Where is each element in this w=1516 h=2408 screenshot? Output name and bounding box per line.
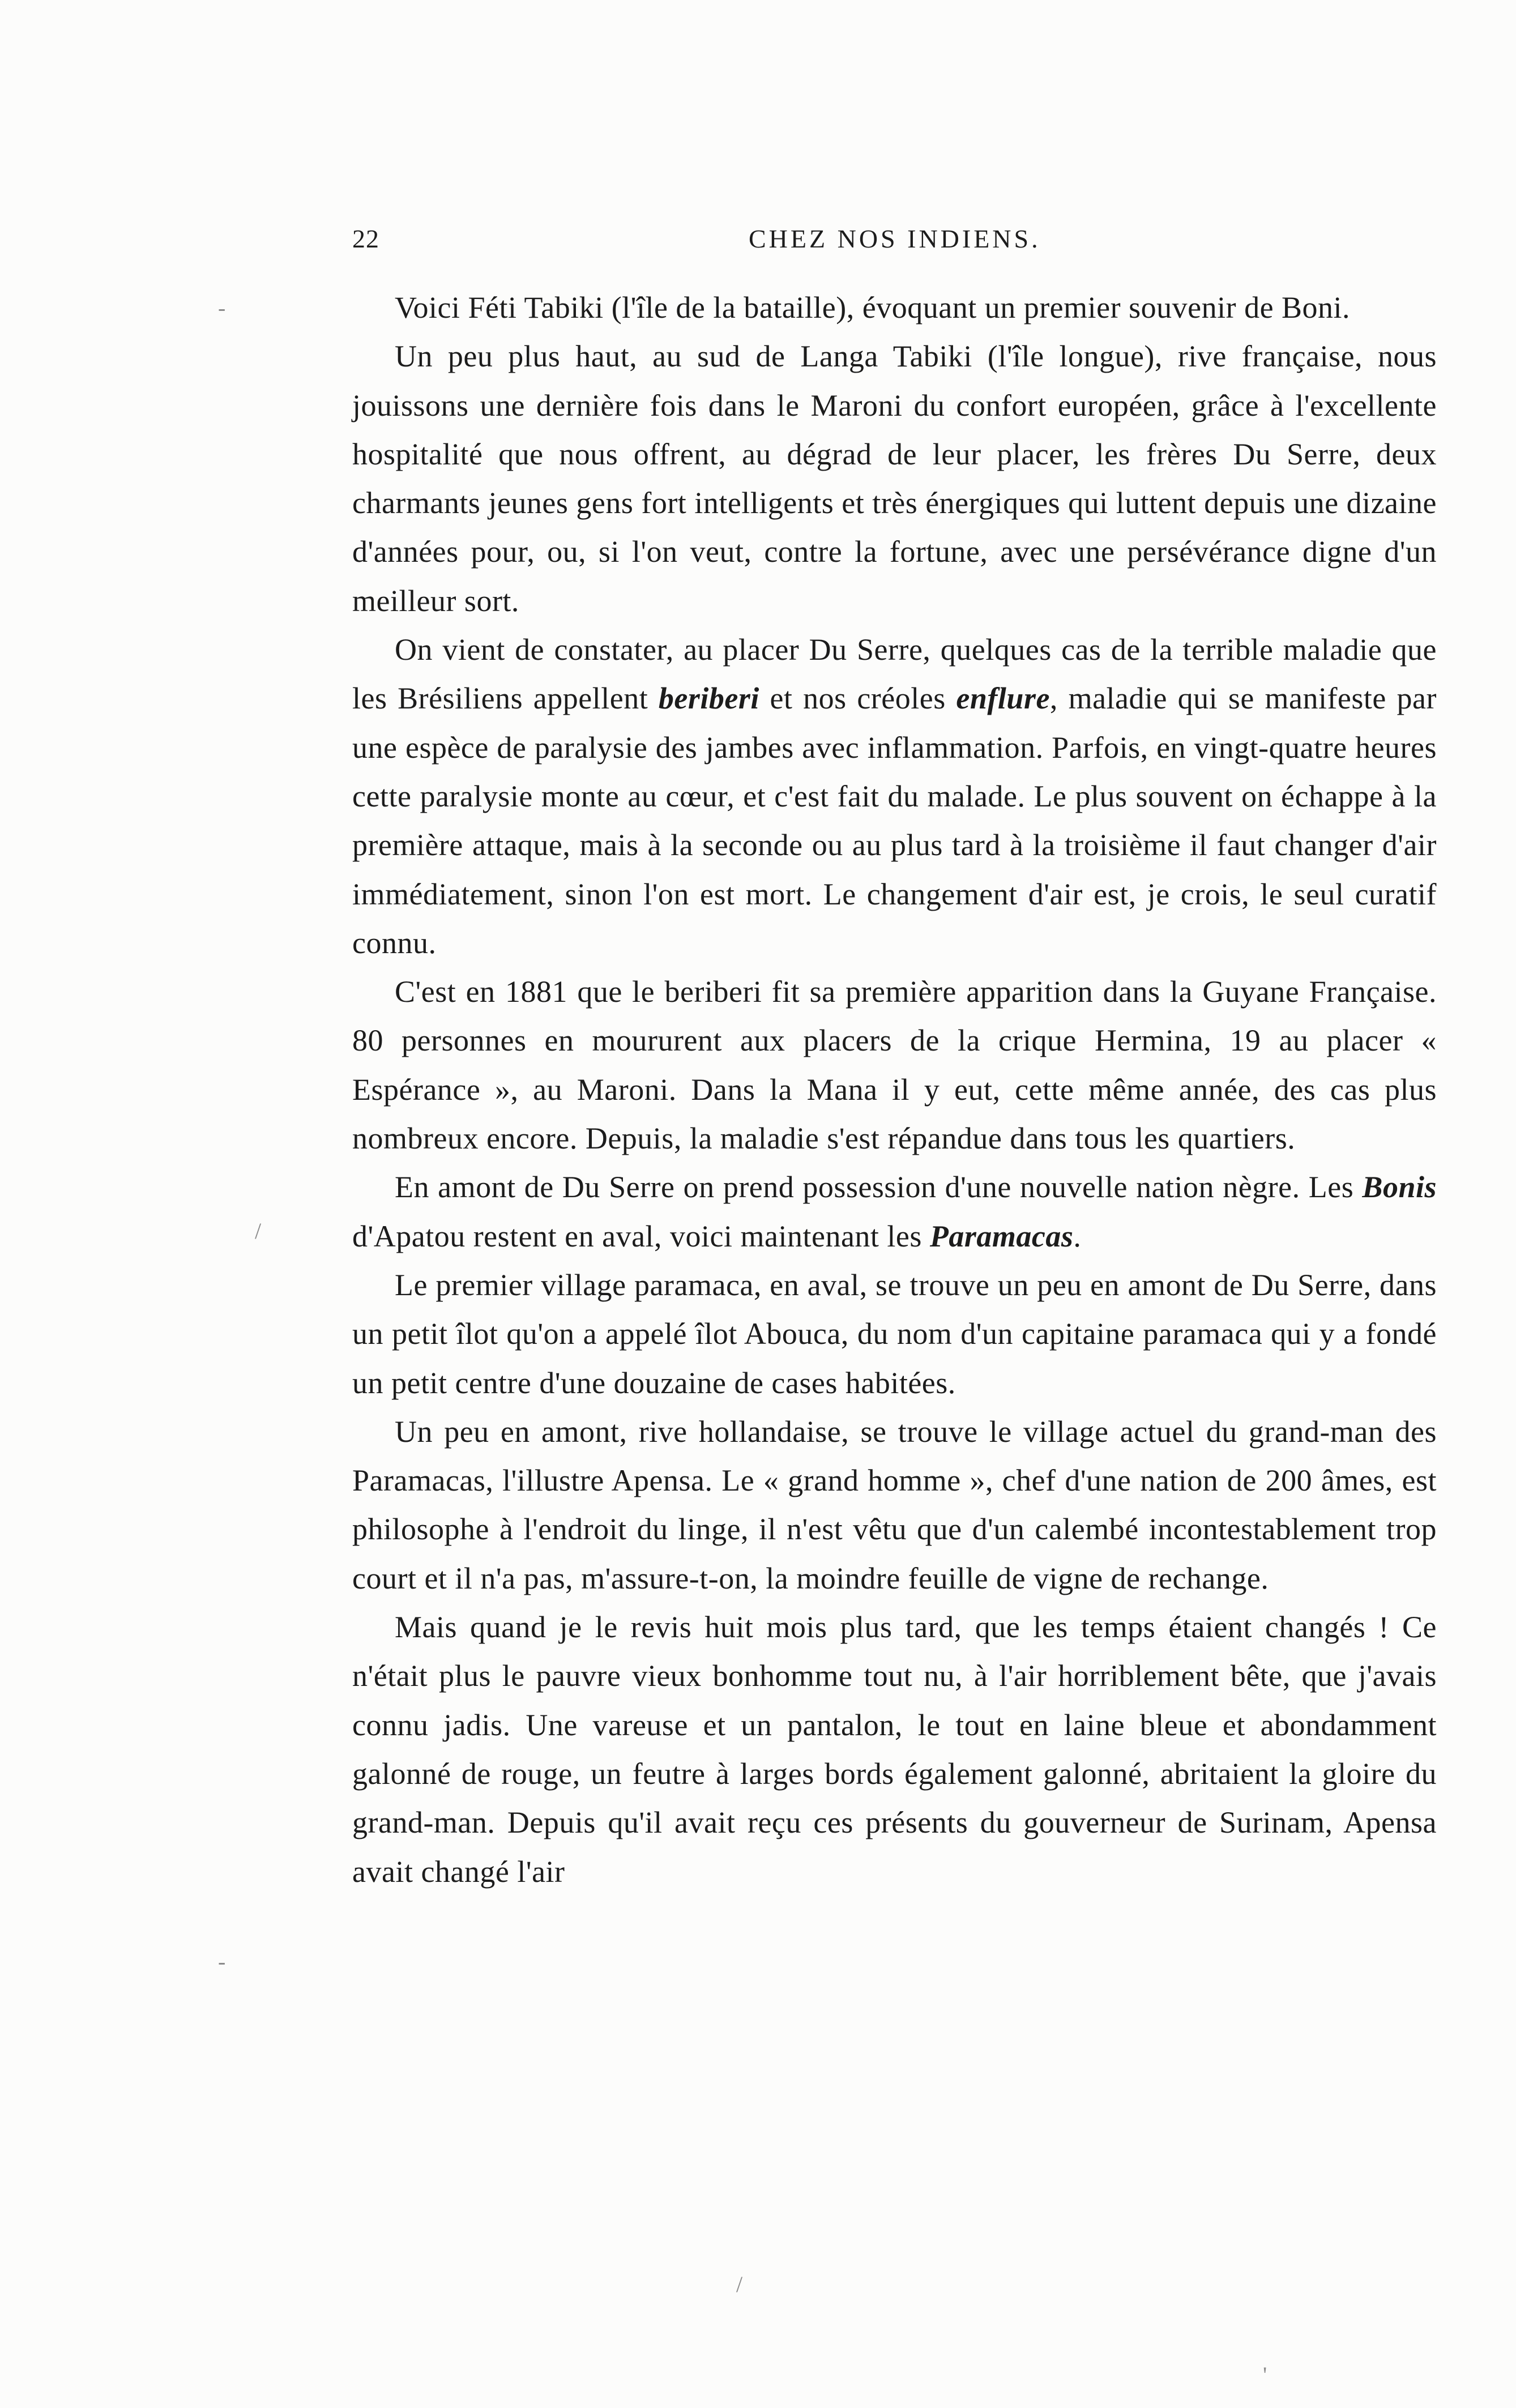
paragraph: [352, 332, 1437, 625]
paragraph: [352, 283, 1437, 332]
text-run: En amont de Du Serre on prend possession d'une nouvelle nation nègre. Les: [395, 1170, 1363, 1205]
running-title: CHEZ NOS INDIENS.: [749, 224, 1041, 253]
text-run: Le premier village paramaca, en aval, se trouve un peu en amont de Du Serre, dans un petit îlot qu'on a appelé îlot Abouca, du nom d'un capitaine paramaca qui y a fondé un petit centre d'une douzaine de cases habitées.: [352, 1267, 1437, 1400]
text-run: et nos créoles: [759, 681, 956, 716]
paragraph: [352, 625, 1437, 967]
italic-term: Bonis: [1362, 1170, 1437, 1205]
scan-speck: -: [218, 295, 226, 321]
text-run: C'est en 1881 que le beriberi fit sa première apparition dans la Guyane Française. 80 personnes en moururent aux placers de la crique Hermina, 19 au placer « Espérance », au Maroni. Dans la Mana il y eut, cette même année, des cas plus nombreux encore. Depuis, la maladie s'est répandue dans tous les quartiers.: [352, 975, 1437, 1156]
italic-term: enflure: [956, 681, 1050, 716]
paragraph: [352, 967, 1437, 1163]
scan-speck: /: [736, 2272, 743, 2297]
page-header: [352, 224, 1437, 263]
scan-speck: -: [218, 1949, 226, 1974]
text-run: Un peu plus haut, au sud de Langa Tabiki (l'île longue), rive française, nous jouissons une dernière fois dans le Maroni du confort européen, grâce à l'excellente hospitalité que nous offrent, au dégrad de leur placer, les frères Du Serre, deux charmants jeunes gens fort intelligents et très énergiques qui luttent depuis une dizaine d'années pour, ou, si l'on veut, contre la fortune, avec une persévérance digne d'un meilleur sort.: [352, 339, 1437, 618]
text-run: Voici Féti Tabiki (l'île de la bataille), évoquant un premier souvenir de Boni.: [395, 291, 1351, 325]
scan-speck: ': [1263, 2362, 1267, 2388]
scan-speck: /: [255, 1218, 262, 1244]
paragraph: [352, 1407, 1437, 1603]
paragraph: [352, 1261, 1437, 1407]
body-text: [352, 283, 1437, 1896]
page-number: 22: [352, 224, 379, 253]
paragraph: [352, 1163, 1437, 1261]
italic-term: Paramacas: [929, 1219, 1074, 1253]
text-run: On vient de constater, au placer Du Serre, quelques cas de la terrible maladie que les Brésiliens appellent: [352, 633, 1437, 716]
text-run: d'Apatou restent en aval, voici maintenant les: [352, 1219, 930, 1253]
text-run: .: [1073, 1219, 1082, 1253]
text-run: Mais quand je le revis huit mois plus tard, que les temps étaient changés ! Ce n'était plus le pauvre vieux bonhomme tout nu, à l'air horriblement bête, que j'avais connu jadis. Une vareuse et un pantalon, le tout en laine bleue et abondamment galonné de rouge, un feutre à larges bords également galonné, abritaient la gloire du grand-man. Depuis qu'il avait reçu ces présents du gouverneur de Surinam, Apensa avait changé l'air: [352, 1610, 1437, 1889]
italic-term: beriberi: [658, 681, 759, 716]
text-run: Un peu en amont, rive hollandaise, se trouve le village actuel du grand-man des Paramacas, l'illustre Apensa. Le « grand homme », chef d'une nation de 200 âmes, est philosophe à l'endroit du linge, il n'est vêtu que d'un calembé incontestablement trop court et il n'a pas, m'assure-t-on, la moindre feuille de vigne de rechange.: [352, 1414, 1437, 1595]
paragraph: [352, 1603, 1437, 1896]
text-run: , maladie qui se manifeste par une espèce de paralysie des jambes avec inflammation. Parfois, en vingt-quatre heures cette paralysie monte au cœur, et c'est fait du malade. Le plus souvent on échappe à la première attaque, mais à la seconde ou au plus tard à la troisième il faut changer d'air immédiatement, sinon l'on est mort. Le changement d'air est, je crois, le seul curatif connu.: [352, 681, 1437, 960]
